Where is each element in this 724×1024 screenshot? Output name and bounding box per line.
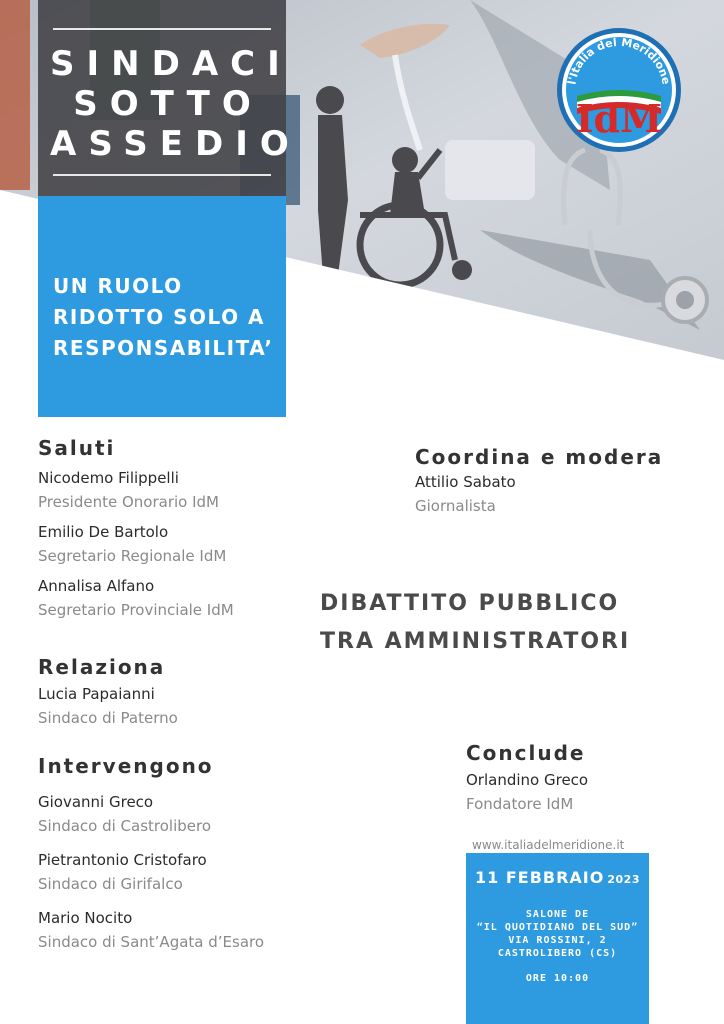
saluti-role-2: Segretario Regionale IdM	[38, 547, 227, 565]
saluti-role-1: Presidente Onorario IdM	[38, 493, 219, 511]
saluti-name-1: Nicodemo Filippelli	[38, 469, 179, 487]
relaziona-role: Sindaco di Paterno	[38, 709, 178, 727]
event-date-day: 11 FEBBRAIO	[475, 868, 605, 887]
title-line-2: SOTTO	[73, 84, 263, 124]
intervengono-name-2: Pietrantonio Cristofaro	[38, 851, 207, 869]
conclude-name: Orlandino Greco	[466, 771, 589, 789]
intervengono-name-3: Mario Nocito	[38, 909, 133, 927]
subtitle-line-3: RESPONSABILITA’	[53, 336, 274, 360]
svg-text:l'Italia del Meridione: l'Italia del Meridione	[565, 35, 673, 86]
intervengono-role-3: Sindaco di Sant’Agata d’Esaro	[38, 933, 265, 951]
intervengono-role-1: Sindaco di Castrolibero	[38, 817, 212, 835]
title-line-1: SINDACI	[50, 44, 292, 84]
venue-line-4: CASTROLIBERO (CS)	[497, 948, 618, 959]
event-date-year: 2023	[607, 873, 640, 886]
coordina-name: Attilio Sabato	[415, 473, 516, 491]
intervengono-name-1: Giovanni Greco	[38, 793, 154, 811]
title-rule-top	[53, 28, 271, 30]
saluti-name-2: Emilio De Bartolo	[38, 523, 169, 541]
conclude-heading: Conclude	[466, 741, 586, 765]
saluti-role-3: Segretario Provinciale IdM	[38, 601, 234, 619]
title-line-3: ASSEDIO	[50, 124, 301, 164]
intervengono-heading: Intervengono	[38, 754, 214, 778]
debate-line-2: TRA AMMINISTRATORI	[320, 629, 631, 654]
venue-line-2: “IL QUOTIDIANO DEL SUD”	[476, 922, 639, 933]
conclude-role: Fondatore IdM	[466, 795, 574, 813]
logo-letters: IdM	[575, 96, 663, 141]
website-link[interactable]: www.italiadelmeridione.it	[472, 838, 625, 852]
relaziona-name: Lucia Papaianni	[38, 685, 155, 703]
event-date	[466, 868, 649, 887]
saluti-heading: Saluti	[38, 436, 116, 460]
intervengono-role-2: Sindaco di Girifalco	[38, 875, 183, 893]
relaziona-heading: Relaziona	[38, 655, 166, 679]
venue-line-1: SALONE DE	[525, 909, 590, 920]
coordina-role: Giornalista	[415, 497, 496, 515]
venue-line-3: VIA ROSSINI, 2	[508, 935, 607, 946]
debate-line-1: DIBATTITO PUBBLICO	[320, 591, 620, 616]
subtitle-line-1: UN RUOLO	[53, 274, 183, 298]
saluti-name-3: Annalisa Alfano	[38, 577, 155, 595]
idm-logo	[555, 26, 683, 154]
event-time: ORE 10:00	[525, 973, 590, 984]
subtitle-line-2: RIDOTTO SOLO A	[53, 305, 266, 329]
title-rule-bottom	[53, 174, 271, 176]
coordina-heading: Coordina e modera	[415, 445, 664, 469]
